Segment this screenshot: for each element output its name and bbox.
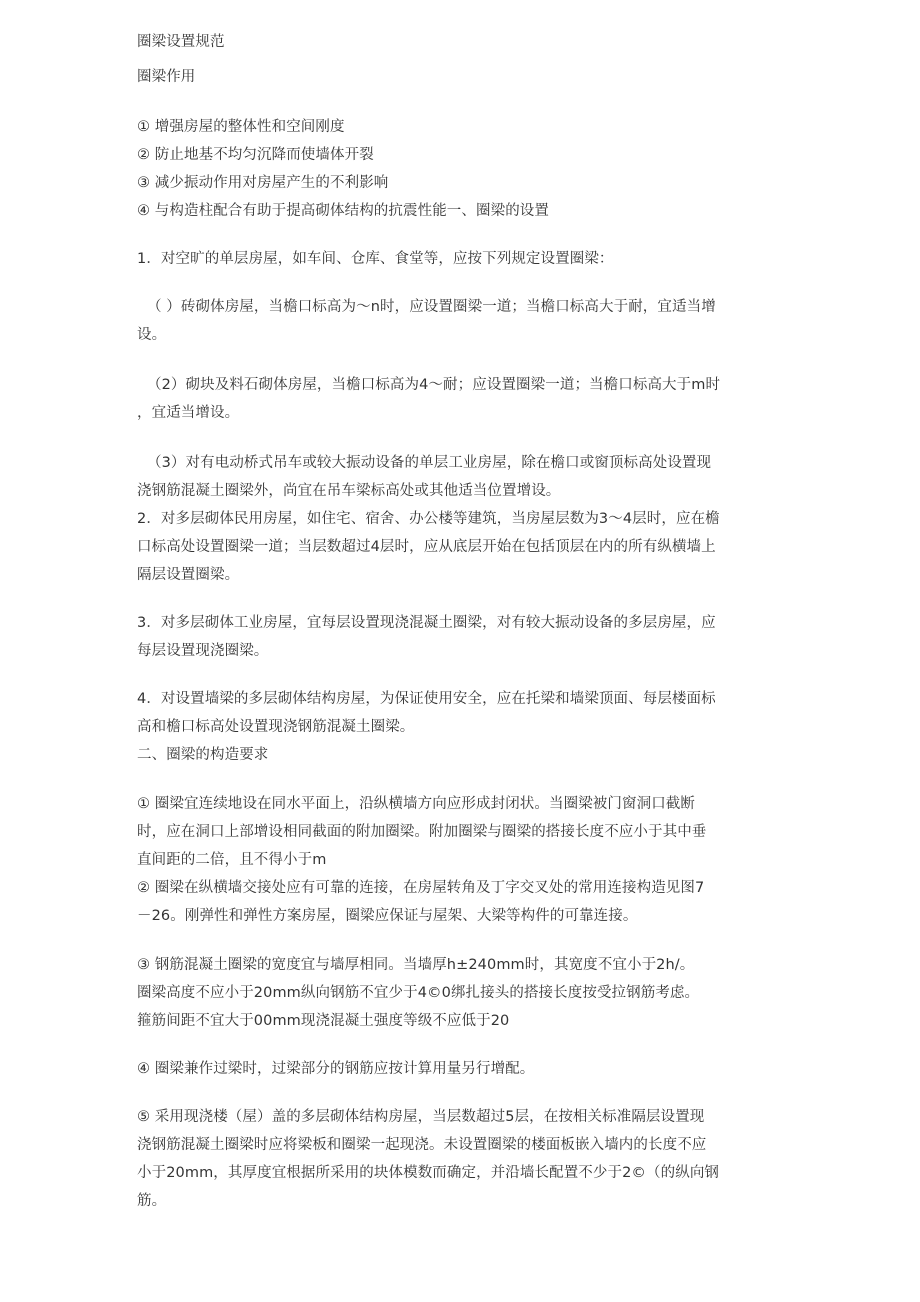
section1-point4-line1: 4．对设置墙梁的多层砌体结构房屋，为保证使用安全，应在托梁和墙梁顶面、每层楼面标 [137,691,716,707]
req3-line1: ③ 钢筋混凝土圈梁的宽度宜与墙厚相同。当墙厚h±240mm时，其宽度不宜小于2h/。 [137,957,695,973]
req1-line1: ① 圈梁宜连续地设在同水平面上，沿纵横墙方向应形成封闭状。当圈梁被门窗洞口截断 [137,796,696,812]
req3-line3: 箍筋间距不宜大于00mm现浇混凝土强度等级不应低于20 [137,1013,510,1029]
req5-line4: 筋。 [137,1193,167,1209]
function-item-1: ① 增强房屋的整体性和空间刚度 [137,119,345,135]
function-item-4: ④ 与构造柱配合有助于提高砌体结构的抗震性能一、圈梁的设置 [137,203,550,219]
req1-line2: 时，应在洞口上部增设相同截面的附加圈梁。附加圈梁与圈梁的搭接长度不应小于其中垂 [137,824,707,840]
section1-point4-line2: 高和檐口标高处设置现浇钢筋混凝土圈梁。 [137,719,415,735]
section1-intro: 1．对空旷的单层房屋，如车间、仓库、食堂等，应按下列规定设置圈梁： [137,251,614,267]
section1-point2-line1: 2．对多层砌体民用房屋，如住宅、宿舍、办公楼等建筑，当房屋层数为3～4层时，应在檐 [137,511,720,527]
document-title: 圈梁设置规范 [137,34,225,50]
req1-line3: 直间距的二倍，且不得小于m [137,852,327,868]
section2-heading: 二、圈梁的构造要求 [137,747,269,763]
req2-line1: ② 圈梁在纵横墙交接处应有可靠的连接，在房屋转角及丁字交叉处的常用连接构造见图7 [137,880,705,896]
section1-item2-line1: （2）砌块及料石砌体房屋，当檐口标高为4～耐；应设置圈梁一道；当檐口标高大于m时 [147,377,721,393]
section1-point3-line2: 每层设置现浇圈梁。 [137,643,269,659]
section1-item2-line2: ，宜适当增设。 [137,405,240,421]
section-subtitle: 圈梁作用 [137,69,196,85]
req4-line1: ④ 圈梁兼作过梁时，过梁部分的钢筋应按计算用量另行增配。 [137,1061,535,1077]
req5-line1: ⑤ 采用现浇楼（屋）盖的多层砌体结构房屋，当层数超过5层，在按相关标准隔层设置现 [137,1109,705,1125]
section1-point2-line2: 口标高处设置圈梁一道；当层数超过4层时，应从底层开始在包括顶层在内的所有纵横墙上 [137,539,716,555]
section1-item1-line2: 设。 [137,327,167,343]
section1-point2-line3: 隔层设置圈梁。 [137,567,240,583]
function-item-2: ② 防止地基不均匀沉降而使墙体开裂 [137,147,374,163]
req3-line2: 圈梁高度不应小于20mm纵向钢筋不宜少于4©0绑扎接头的搭接长度按受拉钢筋考虑。 [137,985,700,1001]
req5-line3: 小于20mm，其厚度宜根据所采用的块体模数而确定，并沿墙长配置不少于2©（的纵向钢 [137,1165,720,1181]
section1-point3-line1: 3．对多层砌体工业房屋，宜每层设置现浇混凝土圈梁，对有较大振动设备的多层房屋，应 [137,615,716,631]
section1-item1-line1: （ ）砖砌体房屋，当檐口标高为～n时，应设置圈梁一道；当檐口标高大于耐，宜适当增 [147,299,716,315]
section1-item3-line1: （3）对有电动桥式吊车或较大振动设备的单层工业房屋，除在檐口或窗顶标高处设置现 [147,455,712,471]
section1-item3-line2: 浇钢筋混凝土圈梁外，尚宜在吊车梁标高处或其他适当位置增设。 [137,483,561,499]
function-item-3: ③ 减少振动作用对房屋产生的不利影响 [137,175,389,191]
req2-line2: －26。刚弹性和弹性方案房屋，圈梁应保证与屋架、大梁等构件的可靠连接。 [137,908,638,924]
req5-line2: 浇钢筋混凝土圈梁时应将梁板和圈梁一起现浇。未设置圈梁的楼面板嵌入墙内的长度不应 [137,1137,707,1153]
